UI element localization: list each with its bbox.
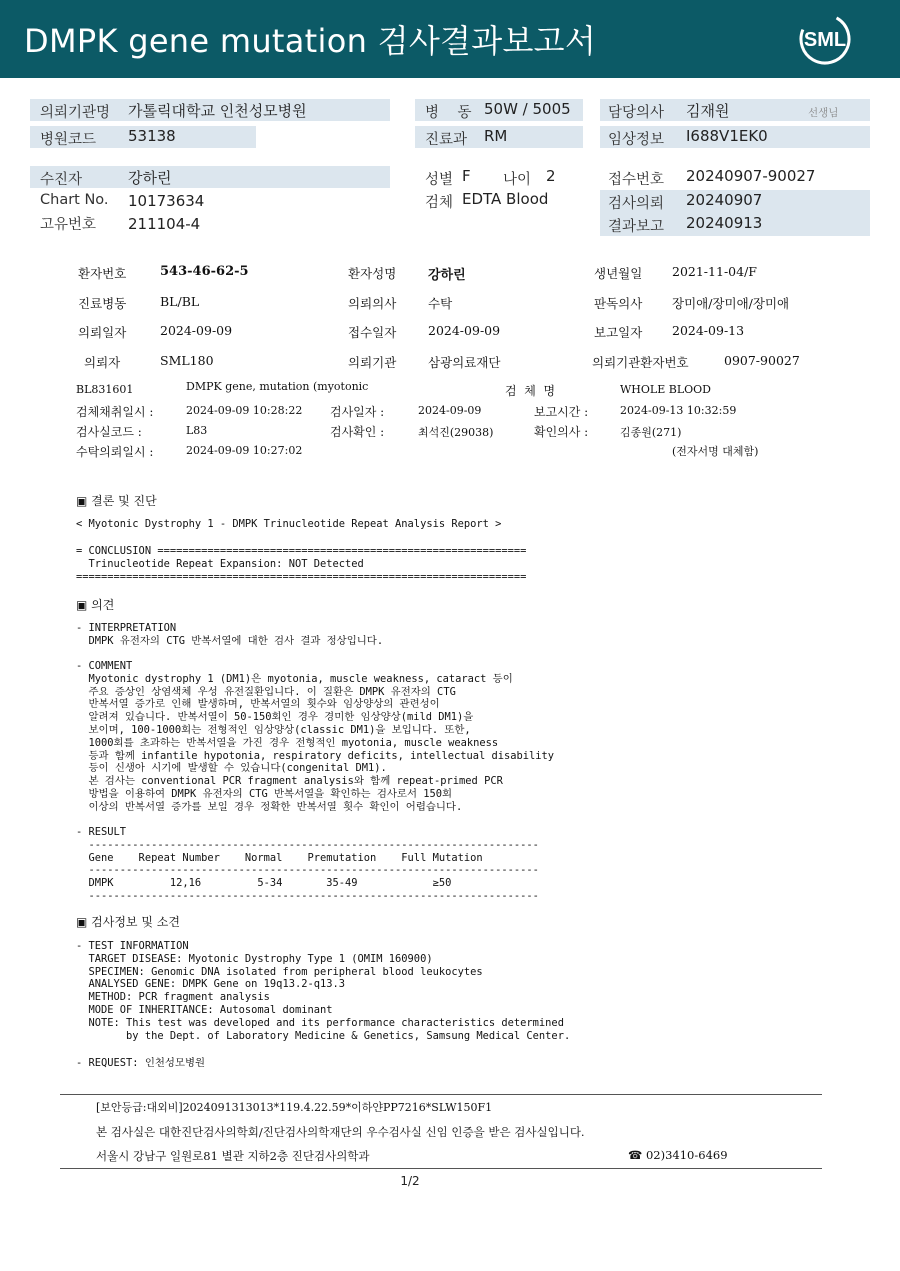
result-block-line: DMPK 12,16 5-34 35-49 ≥50 [76,877,452,890]
test-name: DMPK gene, mutation (myotonic [186,380,369,393]
patient-value: 강하린 [128,169,172,187]
specimen-value: EDTA Blood [462,190,549,208]
conclusion-block-line: ======================================================================== [76,570,527,583]
specimen-name-label: 검 체 명 [505,384,556,398]
code-label: 병원코드 [40,132,97,148]
rep-date-label: 보고일자 [594,325,643,340]
chart-label: Chart No. [40,192,109,208]
address-line: 서울시 강남구 일원로81 별관 지하2층 진단검사의학과 [96,1149,370,1163]
comment-block-line: 등이 신생아 시기에 발생할 수 있습니다(congenital DM1). [76,762,387,775]
reader-value: 장미애/장미애/장미애 [672,296,790,311]
info-block-line: ANALYSED GENE: DMPK Gene on 19q13.2-q13.3 [76,978,345,991]
test-code: BL831601 [76,383,134,396]
pname-value: 강하린 [428,268,466,283]
pid-label: 환자번호 [78,266,127,281]
section-conclusion-heading: ▣ 결론 및 진단 [76,494,157,508]
sex-label: 성별 [425,172,454,188]
comment-block-line: Myotonic dystrophy 1 (DM1)은 myotonia, muscle weakness, cataract 등이 [76,672,513,685]
comment-block [76,660,554,814]
comment-block-line: 보이며, 100-1000회는 전형적인 임상양상(classic DM1)을 보입니다. 또한, [76,723,471,736]
test-date-value: 2024-09-09 [418,404,482,417]
org-label: 의뢰기관명 [40,105,111,121]
ward-value: 50W / 5005 [484,100,571,118]
pname-label: 환자성명 [348,266,397,281]
info-block-line: NOTE: This test was developed and its performance characteristics determined [76,1016,564,1029]
result-block-line: ------------------------------------------------------------------------ [76,864,539,877]
info-block-line: - TEST INFORMATION [76,940,189,952]
org-value: 가톨릭대학교 인천성모병원 [128,102,307,120]
interpretation-block [76,622,383,648]
conclusion-block-line: = CONCLUSION =========================================================== [76,545,527,557]
security-line: [보안등급:대외비]2024091313013*119.4.22.59*이하얀PP7216*SLW150F1 [96,1101,493,1114]
result-block-line: - RESULT [76,826,127,838]
test-information-block [76,940,570,1042]
dob-value: 2021-11-04/F [672,264,757,279]
sex-value: F [462,167,471,185]
section-opinion-heading: ▣ 의견 [76,598,115,612]
interpretation-block-line: DMPK 유전자의 CTG 반복서열에 대한 검사 결과 정상입니다. [76,634,384,647]
comment-block-line: 알려져 있습니다. 반복서열이 50-150회인 경우 경미한 임상양상(mild DM1)을 [76,711,474,724]
code-value: 53138 [128,127,176,145]
dept-value: RM [484,127,508,145]
report-value: 20240913 [686,214,763,232]
report-time-label: 보고시간 : [534,405,589,419]
consign-label: 수탁의뢰일시 : [76,445,154,459]
req-org-value: 삼광의료재단 [428,355,501,370]
receipt-value: 20240907-90027 [686,167,816,185]
confirm-doc-value: 김종원(271) [620,426,682,439]
age-label: 나이 [503,172,532,188]
interpretation-block-line: - INTERPRETATION [76,622,177,634]
doctor-label: 담당의사 [608,105,665,121]
logo-text: SML [803,29,847,51]
specimen-name-value: WHOLE BLOOD [620,383,711,396]
info-block-line: TARGET DISEASE: Myotonic Dystrophy Type 1 (OMIM 160900) [76,952,433,965]
confirm-doc-label: 확인의사 : [534,425,589,439]
req-org-pid-label: 의뢰기관환자번호 [592,355,689,370]
req-date-value: 2024-09-09 [160,323,233,338]
req-org-label: 의뢰기관 [348,355,397,370]
report-title-line: < Myotonic Dystrophy 1 - DMPK Trinucleotide Repeat Analysis Report > [76,518,502,530]
dept-label: 진료과 [425,132,468,148]
info-block-line: by the Dept. of Laboratory Medicine & Genetics, Samsung Medical Center. [76,1029,571,1042]
comment-block-line: - COMMENT [76,660,133,672]
report-title: DMPK gene mutation 검사결과보고서 [24,22,597,60]
lab-code-value: L83 [186,424,208,437]
rec-date-label: 접수일자 [348,325,397,340]
conclusion-block [76,545,526,583]
consign-value: 2024-09-09 10:27:02 [186,444,303,457]
result-block-line: ------------------------------------------------------------------------ [76,838,539,851]
info-block-line: SPECIMEN: Genomic DNA isolated from peripheral blood leukocytes [76,965,483,978]
esign-note: (전자서명 대체함) [672,445,759,458]
uid-label: 고유번호 [40,217,97,233]
req-org-pid-value: 0907-90027 [724,353,800,368]
specimen-label: 검체 [425,195,454,211]
collect-label: 검체채취일시 : [76,405,154,419]
conclusion-block-line: Trinucleotide Repeat Expansion: NOT Detected [76,557,364,570]
lab-code-label: 검사실코드 : [76,425,142,439]
footer-divider-bottom [60,1168,822,1169]
req-doc-label: 의뢰의사 [348,296,397,311]
comment-block-line: 반복서열 증가로 인해 발생하며, 반복서열의 횟수와 임상양상의 관련성이 [76,698,440,711]
req-date-label: 의뢰일자 [78,325,127,340]
comment-block-line: 주요 증상인 상염색체 우성 유전질환입니다. 이 질환은 DMPK 유전자의 CTG [76,685,456,698]
rep-date-value: 2024-09-13 [672,323,745,338]
certification-line: 본 검사실은 대한진단검사의학회/진단검사의학재단의 우수검사실 신임 인증을 받은 검사실입니다. [96,1125,585,1139]
clinical-label: 임상정보 [608,132,665,148]
rec-date-value: 2024-09-09 [428,323,501,338]
confirm-value: 최석진(29038) [418,426,494,439]
patient-label: 수진자 [40,172,83,188]
sml-logo-icon [796,12,854,66]
requester-label: 의뢰자 [84,355,121,370]
result-table [76,826,539,903]
request-line: - REQUEST: 인천성모병원 [76,1057,206,1069]
chart-value: 10173634 [128,192,205,210]
info-block-line: MODE OF INHERITANCE: Autosomal dominant [76,1003,333,1016]
result-block-line: ------------------------------------------------------------------------ [76,889,539,902]
age-value: 2 [546,167,556,185]
clinical-value: I688V1EK0 [686,127,768,145]
reader-label: 판독의사 [594,296,643,311]
footer-divider-top [60,1094,822,1095]
report-time-value: 2024-09-13 10:32:59 [620,404,737,417]
ward-label-2: 진료병동 [78,296,127,311]
comment-block-line: 본 검사는 conventional PCR fragment analysis와 함께 repeat-primed PCR [76,775,503,788]
comment-block-line: 방법을 이용하여 DMPK 유전자의 CTG 반복서열을 확인하는 검사로서 150회 [76,787,453,800]
page-number: 1/2 [400,1174,420,1188]
comment-block-line: 1000회를 초과하는 반복서열을 가진 경우 전형적인 myotonia, muscle weakness [76,736,499,749]
report-label: 결과보고 [608,219,665,235]
req-doc-value: 수탁 [428,296,453,311]
test-date-label: 검사일자 : [330,405,385,419]
comment-block-line: 등과 함께 infantile hypotonia, respiratory deficits, intellectual disability [76,749,555,762]
ward-value-2: BL/BL [160,294,200,309]
receipt-label: 접수번호 [608,172,665,188]
confirm-label: 검사확인 : [330,425,385,439]
result-block-line: Gene Repeat Number Normal Premutation Full Mutation [76,851,483,864]
request-value: 20240907 [686,191,763,209]
request-label: 검사의뢰 [608,196,665,212]
info-block-line: METHOD: PCR fragment analysis [76,991,270,1004]
comment-block-line: 이상의 반복서열 증가를 보일 경우 정확한 반복서열 횟수 확인이 어렵습니다. [76,800,463,813]
ward-label: 병 동 [425,105,472,121]
requester-value: SML180 [160,353,214,368]
collect-value: 2024-09-09 10:28:22 [186,404,303,417]
section-testinfo-heading: ▣ 검사정보 및 소견 [76,915,180,929]
report-header [0,0,900,78]
dob-label: 생년월일 [594,266,643,281]
patient-bar [30,166,390,188]
phone-line: ☎ 02)3410-6469 [628,1148,728,1162]
pid-value: 543-46-62-5 [160,264,249,279]
doctor-value: 김재원 [686,102,730,120]
doctor-suffix: 선생님 [808,107,839,119]
uid-value: 211104-4 [128,215,201,233]
